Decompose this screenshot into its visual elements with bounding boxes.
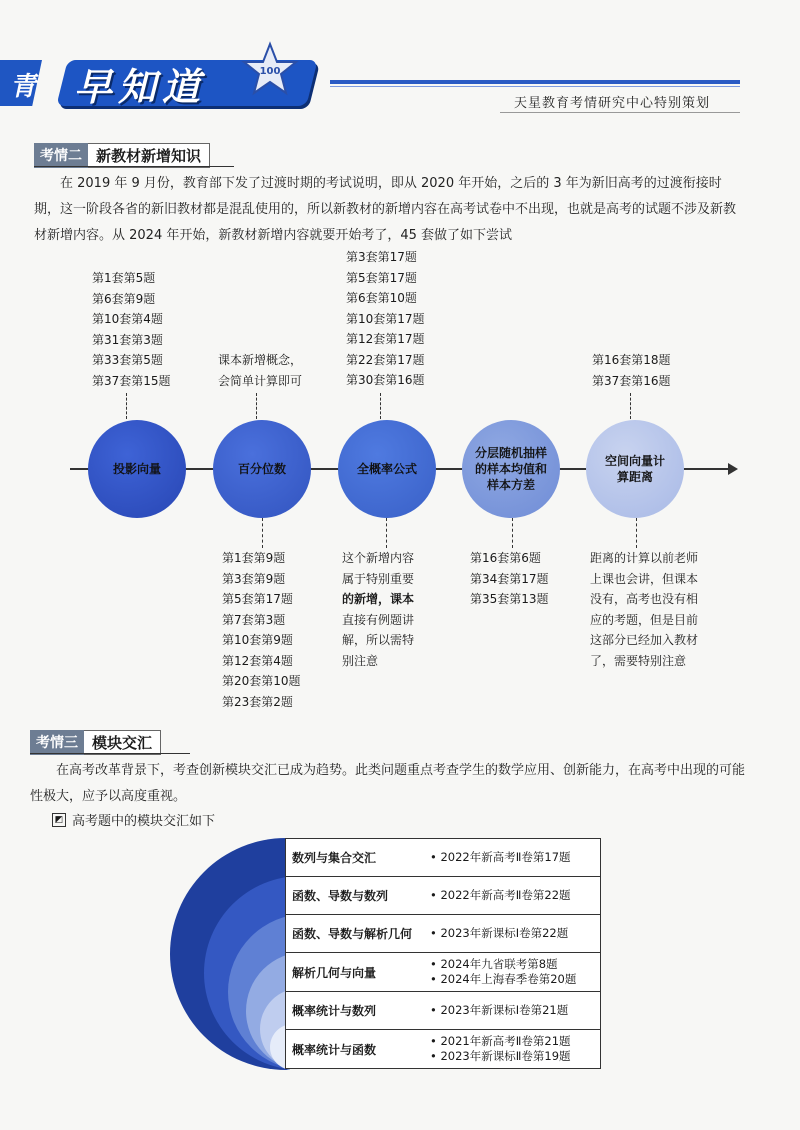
section2-underline (34, 166, 234, 167)
list-item: 第22套第17题 (346, 352, 425, 367)
list-item: 第37套第15题 (92, 373, 171, 388)
list-item: 第33套第5题 (92, 353, 163, 367)
list-item: 第5套第17题 (222, 592, 293, 606)
table-row (286, 915, 600, 953)
node2-below-list (222, 548, 301, 712)
section2-title: 新教材新增知识 (88, 143, 210, 168)
module-name: 函数、导数与数列 (292, 889, 389, 903)
list-item: 第1套第9题 (222, 551, 286, 565)
list-item: 第20套第10题 (222, 674, 301, 688)
nested-arcs-diagram (170, 838, 290, 1070)
node3-above-list (346, 247, 425, 391)
list-item: 第16套第6题 (470, 551, 541, 565)
list-item: 第31套第3题 (92, 332, 163, 347)
node1-circle (88, 420, 186, 518)
list-item: 第37套第16题 (592, 373, 671, 388)
node1-label: 投影向量 (112, 462, 161, 476)
timeline-arrow-icon (728, 462, 740, 476)
header-rule (330, 80, 740, 84)
exam-ref: • 2022年新高考Ⅱ卷第22题 (430, 888, 600, 903)
node3-connector-top (380, 393, 381, 419)
node1-above-list (92, 268, 171, 391)
list-item: 第10套第9题 (222, 633, 293, 647)
list-item: 第6套第9题 (92, 291, 156, 306)
list-item: 第34套第17题 (470, 571, 549, 586)
note-line: 没有，高考也没有相 (590, 592, 699, 606)
section3-intro (52, 810, 215, 829)
node5-circle (586, 420, 684, 518)
exam-ref: • 2022年新高考Ⅱ卷第17题 (430, 850, 600, 865)
module-table (285, 838, 601, 1069)
note-line: 解，所以需特 (342, 633, 415, 647)
node1-connector (126, 393, 127, 419)
list-item: 第35套第13题 (470, 592, 549, 606)
list-item: 第7套第3题 (222, 612, 286, 627)
note-line: 上课也会讲，但课本 (590, 571, 699, 586)
star-badge-text: 100 (259, 66, 281, 77)
list-item: 第6套第10题 (346, 291, 417, 305)
exam-ref: • 2024年上海春季卷第20题 (430, 972, 600, 987)
node5-connector-top (630, 393, 631, 419)
note-line: 别注意 (342, 653, 379, 668)
module-name: 数列与集合交汇 (292, 851, 377, 865)
note-line: 距离的计算以前老师 (590, 551, 699, 565)
header-subtitle-underline (500, 112, 740, 113)
list-item: 第10套第4题 (92, 312, 163, 326)
exam-ref: • 2023年新课标Ⅰ卷第22题 (430, 926, 600, 941)
node2-circle (213, 420, 311, 518)
header-edge-block (0, 60, 42, 106)
node4-label: 分层随机抽样的样本均值和样本方差 (474, 446, 547, 492)
node2-above-note (218, 350, 302, 391)
header-edge-char: 青 (9, 72, 42, 102)
list-item: 第30套第16题 (346, 373, 425, 387)
node3-below-note (342, 548, 414, 671)
section3-tag: 考情三 (30, 730, 84, 755)
node3-circle (338, 420, 436, 518)
note-line: 这个新增内容 (342, 551, 415, 565)
node5-connector-bottom (636, 518, 637, 548)
node2-label: 百分位数 (237, 462, 286, 476)
exam-ref: • 2023年新课标Ⅰ卷第21题 (430, 1003, 600, 1018)
section3-title: 模块交汇 (84, 730, 161, 755)
node4-below-list (470, 548, 549, 610)
node4-connector-bottom (512, 518, 513, 548)
table-row (286, 992, 600, 1030)
list-item: 第12套第17题 (346, 332, 425, 346)
node3-connector-bottom (386, 518, 387, 548)
table-row (286, 839, 600, 877)
note-line: 的新增，课本 (342, 592, 415, 606)
exam-ref: • 2024年九省联考第8题 (430, 957, 600, 972)
note-line: 这部分已经加入教材 (590, 633, 699, 647)
section3-intro-text: 高考题中的模块交汇如下 (72, 814, 216, 829)
table-row (286, 953, 600, 992)
note-line: 应的考题，但是目前 (590, 612, 699, 627)
header-title: 早知道 (74, 65, 207, 109)
star-badge-icon (240, 40, 300, 100)
list-item: 第10套第17题 (346, 311, 425, 326)
header-rule-thin (330, 86, 740, 87)
table-row (286, 1030, 600, 1068)
header-subtitle: 天星教育考情研究中心特别策划 (514, 96, 711, 111)
note-line: 课本新增概念， (218, 353, 303, 367)
note-line: 了，需要特别注意 (590, 653, 687, 668)
section3-paragraph: 在高考改革背景下，考查创新模块交汇已成为趋势。此类问题重点考查学生的数学应用、创新能力，在高考中出现的可能性极大，应予以高度重视。 (30, 763, 746, 804)
section2-paragraph: 在 2019 年 9 月份，教育部下发了过渡时期的考试说明，即从 2020 年开始，之后的 3 年为新旧高考的过渡衔接时期，这一阶段各省的新旧教材都是混乱使用的，所以新教材的新增内容在高考试卷中不出现，也就是高考的试题不涉及新教材新增内容。从 2024 年开始，新教材新增内容就要开始考了，45 套做了如下尝试 (34, 176, 737, 243)
exam-ref: • 2023年新课标Ⅱ卷第19题 (430, 1049, 600, 1064)
list-item: 第12套第4题 (222, 653, 293, 668)
note-line: 属于特别重要 (342, 571, 415, 586)
section3-heading (30, 730, 161, 755)
list-item: 第1套第5题 (92, 271, 156, 285)
node3-label: 全概率公式 (356, 462, 417, 476)
picture-icon: ◩ (52, 813, 66, 827)
list-item: 第23套第2题 (222, 694, 293, 709)
exam-ref: • 2021年新高考Ⅱ卷第21题 (430, 1034, 600, 1049)
node2-connector-bottom (262, 518, 263, 548)
node4-circle (462, 420, 560, 518)
node2-connector-top (256, 393, 257, 419)
list-item: 第16套第18题 (592, 353, 671, 367)
node5-above-list (592, 350, 671, 391)
section3-underline (30, 753, 190, 754)
node5-below-note (590, 548, 720, 671)
module-name: 解析几何与向量 (292, 965, 377, 980)
section2-tag: 考情二 (34, 143, 88, 168)
table-row (286, 877, 600, 915)
note-line: 会简单计算即可 (218, 373, 303, 388)
list-item: 第3套第9题 (222, 571, 286, 586)
node5-label: 空间向量计算距离 (605, 454, 666, 484)
module-name: 函数、导数与解析几何 (292, 927, 413, 941)
list-item: 第3套第17题 (346, 250, 417, 264)
list-item: 第5套第17题 (346, 270, 417, 285)
section2-heading (34, 143, 210, 168)
module-name: 概率统计与数列 (292, 1004, 377, 1018)
module-name: 概率统计与函数 (292, 1042, 377, 1057)
note-line: 直接有例题讲 (342, 612, 415, 627)
